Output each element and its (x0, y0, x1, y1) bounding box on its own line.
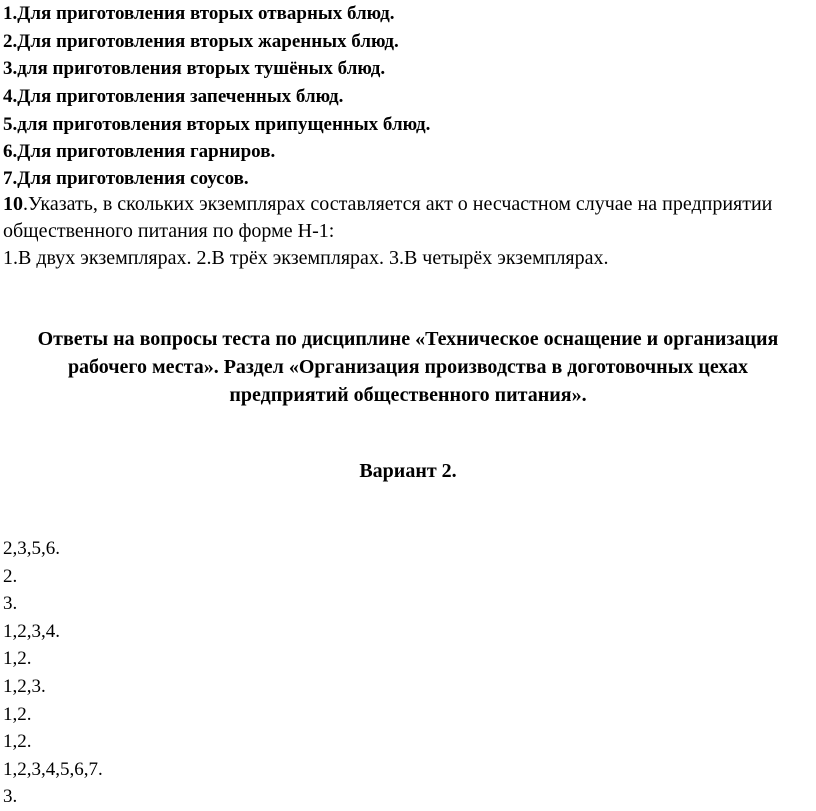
question-number: 10 (3, 193, 23, 215)
list-item: 3. (3, 593, 18, 615)
answer-list (3, 535, 103, 811)
option-number: 1. (3, 3, 18, 24)
question-10 (3, 191, 803, 245)
option-text: Для приготовления вторых жаренных блюд. (17, 31, 399, 52)
list-item: 1,2,3,4,5,6,7. (3, 758, 103, 780)
option-text: для приготовления вторых тушёных блюд. (17, 58, 386, 79)
option-text: Для приготовления соусов. (17, 168, 249, 189)
list-item: 1,2,3. (3, 675, 46, 697)
list-item: 2,3,5,6. (3, 538, 60, 559)
list-item: 1,2,3,4. (3, 620, 60, 642)
option-text: Для приготовления запеченных блюд. (17, 86, 344, 107)
answers-heading: Ответы на вопросы теста по дисциплине «Техническое оснащение и организация рабочего места». Раздел «Организация производства в доготовочных цехах предприятий общественного питания». (37, 328, 779, 406)
option-1 (3, 1, 394, 27)
option-3 (3, 56, 385, 82)
list-item: 1,2. (3, 731, 32, 753)
list-item: 1,2. (3, 648, 32, 670)
option-number: 4. (3, 86, 18, 107)
option-7 (3, 166, 249, 192)
option-number: 5. (3, 114, 18, 135)
question-10-answers (3, 245, 803, 272)
option-4 (3, 84, 343, 110)
option-5 (3, 112, 430, 138)
option-text: Для приготовления вторых отварных блюд. (17, 3, 395, 24)
question-text: .Указать, в скольких экземплярах составляется акт о несчастном случае на предприятии общественного питания по форме Н-1: (3, 193, 773, 242)
question-answer-options: 1.В двух экземплярах. 2.В трёх экземплярах. 3.В четырёх экземплярах. (3, 247, 609, 269)
variant-label: Вариант 2. (359, 460, 457, 482)
option-text: для приготовления вторых припущенных блюд. (17, 114, 431, 135)
list-item: 3. (3, 786, 18, 808)
list-item: 1,2. (3, 703, 32, 725)
option-number: 7. (3, 168, 18, 189)
option-number: 2. (3, 31, 18, 52)
option-2 (3, 29, 399, 55)
option-number: 6. (3, 141, 18, 162)
option-text: Для приготовления гарниров. (17, 141, 276, 162)
option-6 (3, 139, 275, 165)
option-number: 3. (3, 58, 18, 79)
list-item: 2. (3, 565, 18, 587)
